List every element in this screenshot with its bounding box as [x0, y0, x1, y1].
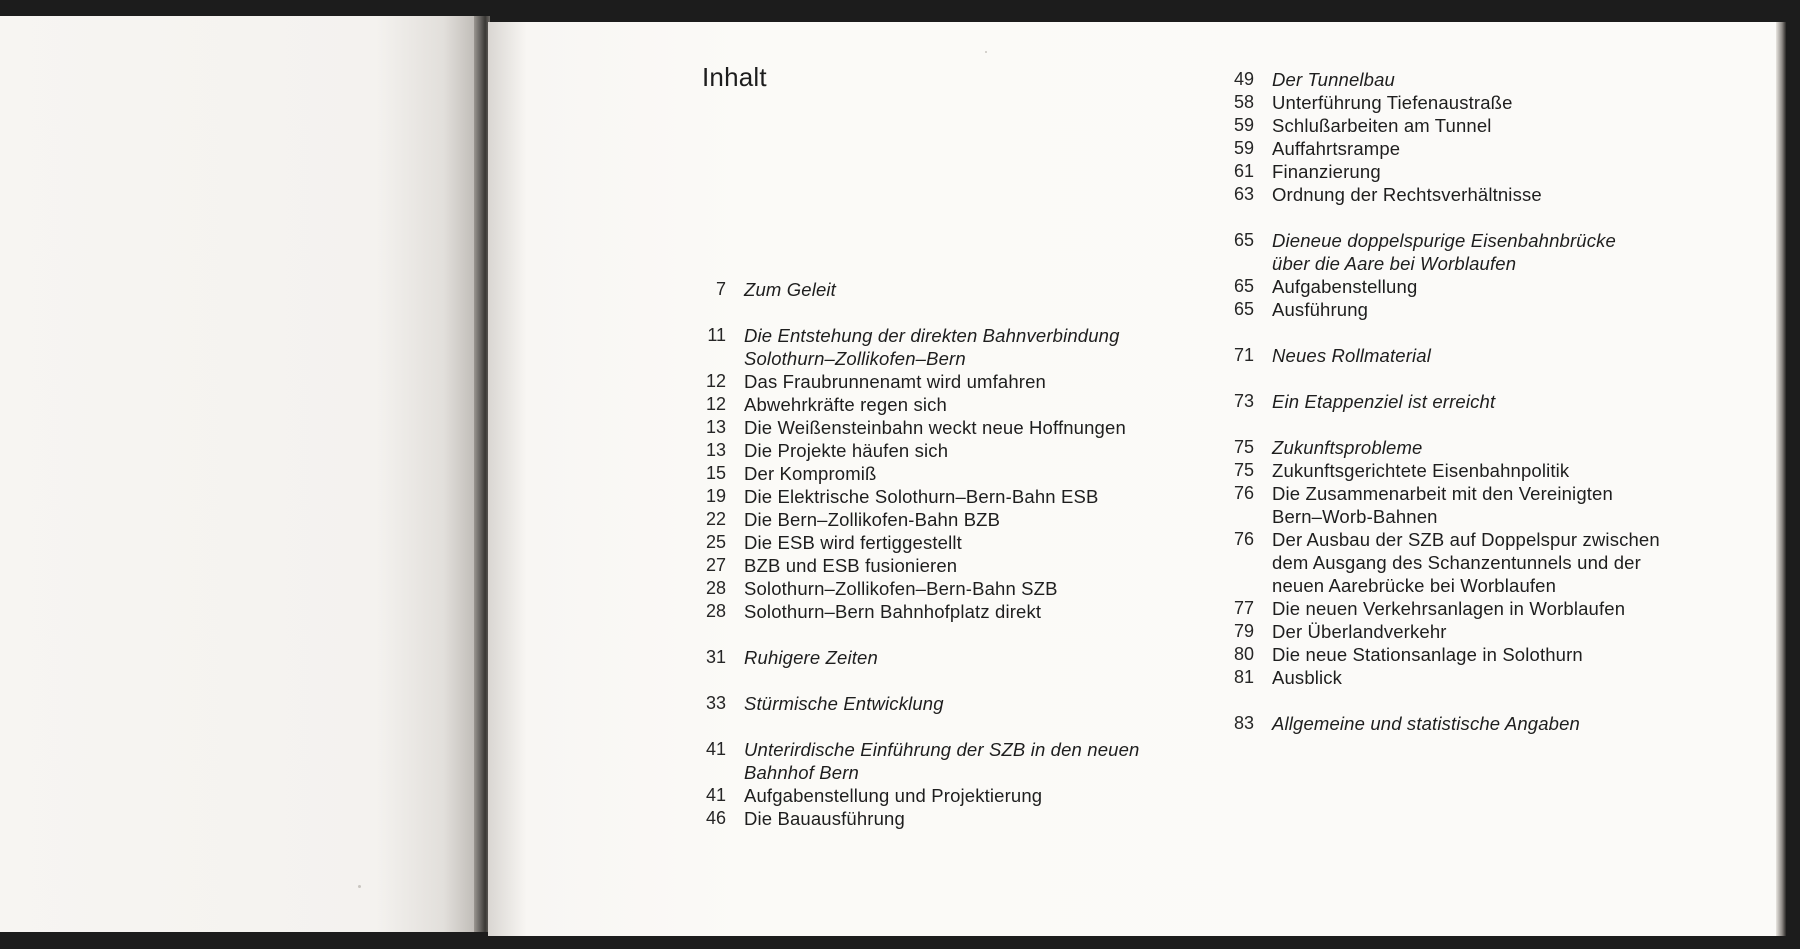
toc-title-line: Der Ausbau der SZB auf Doppelspur zwischen	[1272, 529, 1660, 550]
toc-page-number: 49	[1233, 69, 1254, 89]
toc-entry	[700, 416, 1200, 439]
toc-title-line: Die neuen Verkehrsanlagen in Worblaufen	[1272, 598, 1626, 619]
toc-page-number: 11	[707, 325, 726, 345]
toc-title-line: Ruhigere Zeiten	[744, 647, 878, 668]
toc-entry	[700, 784, 1200, 807]
toc-title-line: Ein Etappenziel ist erreicht	[1272, 391, 1496, 412]
toc-entry-title	[744, 531, 962, 554]
toc-title-line: Die ESB wird fertiggestellt	[744, 532, 962, 553]
toc-entry	[1228, 482, 1728, 528]
toc-title-line: Die Weißensteinbahn weckt neue Hoffnungen	[744, 417, 1126, 438]
toc-title-line: über die Aare bei Worblaufen	[1272, 253, 1517, 274]
toc-title-line: Zukunftsgerichtete Eisenbahnpolitik	[1272, 460, 1570, 481]
paper-speck	[985, 51, 987, 53]
toc-page-number: 63	[1233, 184, 1254, 204]
toc-title-line: Finanzierung	[1272, 161, 1381, 182]
toc-entry	[700, 370, 1200, 393]
toc-section-entry	[700, 324, 1200, 370]
toc-page-number: 46	[705, 808, 726, 828]
toc-title-line: Der Tunnelbau	[1272, 69, 1395, 90]
toc-entry	[700, 807, 1200, 830]
toc-entry-title	[744, 485, 1098, 508]
toc-entry	[1228, 620, 1728, 643]
toc-entry	[700, 531, 1200, 554]
toc-title-line: Ausführung	[1272, 299, 1369, 320]
toc-page-number: 7	[715, 279, 726, 299]
toc-section-entry	[700, 692, 1200, 715]
toc-title-line: Die Bauausführung	[744, 808, 905, 829]
toc-entry-title	[1272, 183, 1542, 206]
toc-page-number: 65	[1233, 230, 1254, 250]
toc-title-line: Auffahrtsrampe	[1272, 138, 1401, 159]
left-page	[0, 16, 482, 932]
toc-entry-title	[1272, 597, 1625, 620]
toc-column-left	[700, 278, 1200, 830]
toc-entry	[1228, 114, 1728, 137]
toc-entry	[1228, 137, 1728, 160]
toc-entry-title	[1272, 160, 1381, 183]
toc-entry-title	[744, 439, 948, 462]
toc-entry-title	[1272, 620, 1447, 643]
toc-entry-title	[1272, 114, 1492, 137]
toc-entry-title	[1272, 390, 1495, 413]
toc-page-number: 13	[705, 417, 726, 437]
toc-page-number: 13	[705, 440, 726, 460]
toc-entry	[1228, 298, 1728, 321]
toc-page-number: 22	[705, 509, 726, 529]
toc-title-line: Zukunftsprobleme	[1272, 437, 1423, 458]
page-title: Inhalt	[702, 62, 767, 92]
toc-page-number: 65	[1233, 276, 1254, 296]
toc-title-line: Stürmische Entwicklung	[744, 693, 944, 714]
toc-entry-title	[744, 508, 1000, 531]
toc-entry	[700, 600, 1200, 623]
toc-entry	[700, 393, 1200, 416]
toc-page-number: 33	[705, 693, 726, 713]
toc-section-entry	[1228, 229, 1728, 275]
toc-page-number: 41	[705, 739, 726, 759]
toc-title-line: Abwehrkräfte regen sich	[744, 394, 947, 415]
toc-page-number: 25	[705, 532, 726, 552]
toc-page-number: 81	[1233, 667, 1254, 687]
toc-page-number: 65	[1233, 299, 1254, 319]
page-edge	[1776, 22, 1786, 936]
toc-entry	[1228, 459, 1728, 482]
toc-section-entry	[1228, 344, 1728, 367]
toc-title-line: Das Fraubrunnenamt wird umfahren	[744, 371, 1046, 392]
toc-page-number: 12	[705, 371, 726, 391]
toc-title-line: neuen Aarebrücke bei Worblaufen	[1272, 575, 1557, 596]
toc-title-line: Die Entstehung der direkten Bahnverbindung	[744, 325, 1120, 346]
toc-entry-title	[1272, 275, 1417, 298]
toc-title-line: Bern–Worb-Bahnen	[1272, 506, 1438, 527]
toc-entry	[1228, 183, 1728, 206]
toc-title-line: Unterführung Tiefenaustraße	[1272, 92, 1513, 113]
toc-entry-title	[744, 738, 1140, 784]
toc-title-line: Solothurn–Bern Bahnhofplatz direkt	[744, 601, 1042, 622]
toc-page-number: 73	[1233, 391, 1254, 411]
toc-section-entry	[1228, 390, 1728, 413]
toc-entry	[700, 439, 1200, 462]
toc-entry	[700, 485, 1200, 508]
toc-title-line: Neues Rollmaterial	[1272, 345, 1431, 366]
toc-page-number: 71	[1233, 345, 1254, 365]
toc-title-line: Bahnhof Bern	[744, 762, 859, 783]
toc-entry	[1228, 91, 1728, 114]
toc-page-number: 28	[705, 578, 726, 598]
toc-title-line: Dieneue doppelspurige Eisenbahnbrücke	[1272, 230, 1616, 251]
toc-entry-title	[744, 393, 947, 416]
toc-entry	[700, 508, 1200, 531]
paper-speck	[358, 885, 361, 888]
toc-page-number: 76	[1233, 529, 1254, 549]
toc-entry-title	[744, 416, 1126, 439]
toc-entry-title	[744, 278, 836, 301]
toc-section-entry	[700, 646, 1200, 669]
toc-page-number: 80	[1233, 644, 1254, 664]
toc-section-entry	[700, 738, 1200, 784]
toc-entry	[1228, 275, 1728, 298]
toc-page-number: 61	[1233, 161, 1254, 181]
toc-entry-title	[1272, 436, 1422, 459]
toc-page-number: 15	[705, 463, 726, 483]
toc-title-line: Schlußarbeiten am Tunnel	[1272, 115, 1492, 136]
toc-entry-title	[1272, 643, 1583, 666]
toc-entry-title	[1272, 712, 1580, 735]
toc-entry-title	[744, 324, 1120, 370]
toc-entry-title	[744, 807, 905, 830]
toc-page-number: 77	[1233, 598, 1254, 618]
toc-page-number: 75	[1233, 437, 1254, 457]
toc-section-entry	[1228, 436, 1728, 459]
toc-entry	[700, 577, 1200, 600]
toc-page-number: 19	[705, 486, 726, 506]
toc-section-entry	[1228, 68, 1728, 91]
toc-entry-title	[744, 784, 1042, 807]
toc-entry-title	[1272, 482, 1613, 528]
toc-title-line: Solothurn–Zollikofen–Bern-Bahn SZB	[744, 578, 1058, 599]
toc-title-line: Die Elektrische Solothurn–Bern-Bahn ESB	[744, 486, 1099, 507]
toc-title-line: Ausblick	[1272, 667, 1343, 688]
toc-title-line: Solothurn–Zollikofen–Bern	[744, 348, 966, 369]
toc-entry	[1228, 666, 1728, 689]
toc-title-line: Aufgabenstellung	[1272, 276, 1418, 297]
toc-page-number: 59	[1233, 115, 1254, 135]
toc-title-line: dem Ausgang des Schanzentunnels und der	[1272, 552, 1641, 573]
toc-page-number: 58	[1233, 92, 1254, 112]
toc-entry-title	[1272, 344, 1431, 367]
toc-title-line: Der Kompromiß	[744, 463, 877, 484]
toc-title-line: Die Projekte häufen sich	[744, 440, 949, 461]
toc-entry	[1228, 160, 1728, 183]
toc-entry	[700, 462, 1200, 485]
toc-page-number: 28	[705, 601, 726, 621]
toc-page-number: 27	[705, 555, 726, 575]
toc-title-line: BZB und ESB fusionieren	[744, 555, 958, 576]
toc-entry-title	[744, 554, 957, 577]
toc-page-number: 79	[1233, 621, 1254, 641]
toc-entry-title	[1272, 137, 1400, 160]
toc-column-right	[1228, 68, 1728, 735]
toc-page-number: 12	[705, 394, 726, 414]
toc-title-line: Der Überlandverkehr	[1272, 621, 1447, 642]
toc-page-number: 83	[1233, 713, 1254, 733]
toc-title-line: Allgemeine und statistische Angaben	[1272, 713, 1580, 734]
toc-entry-title	[1272, 91, 1513, 114]
toc-entry-title	[744, 600, 1041, 623]
toc-title-line: Die Zusammenarbeit mit den Vereinigten	[1272, 483, 1613, 504]
toc-title-line: Unterirdische Einführung der SZB in den neuen	[744, 739, 1140, 760]
toc-entry-title	[1272, 298, 1368, 321]
toc-title-line: Zum Geleit	[744, 279, 836, 300]
toc-title-line: Die Bern–Zollikofen-Bahn BZB	[744, 509, 1001, 530]
toc-entry-title	[1272, 459, 1569, 482]
toc-title-line: Ordnung der Rechtsverhältnisse	[1272, 184, 1542, 205]
toc-entry	[1228, 597, 1728, 620]
toc-entry-title	[1272, 68, 1395, 91]
toc-entry	[1228, 528, 1728, 597]
toc-entry-title	[744, 370, 1046, 393]
toc-entry-title	[1272, 666, 1342, 689]
toc-title-line: Die neue Stationsanlage in Solothurn	[1272, 644, 1583, 665]
toc-entry-title	[744, 646, 878, 669]
toc-page-number: 59	[1233, 138, 1254, 158]
toc-page-number: 75	[1233, 460, 1254, 480]
toc-entry-title	[744, 462, 877, 485]
toc-entry-title	[744, 692, 944, 715]
toc-section-entry	[700, 278, 1200, 301]
toc-page-number: 31	[705, 647, 726, 667]
toc-page-number: 76	[1233, 483, 1254, 503]
toc-title-line: Aufgabenstellung und Projektierung	[744, 785, 1043, 806]
toc-section-entry	[1228, 712, 1728, 735]
toc-entry	[1228, 643, 1728, 666]
toc-entry-title	[1272, 229, 1616, 275]
toc-entry	[700, 554, 1200, 577]
toc-page-number: 41	[705, 785, 726, 805]
toc-entry-title	[744, 577, 1058, 600]
toc-entry-title	[1272, 528, 1660, 597]
